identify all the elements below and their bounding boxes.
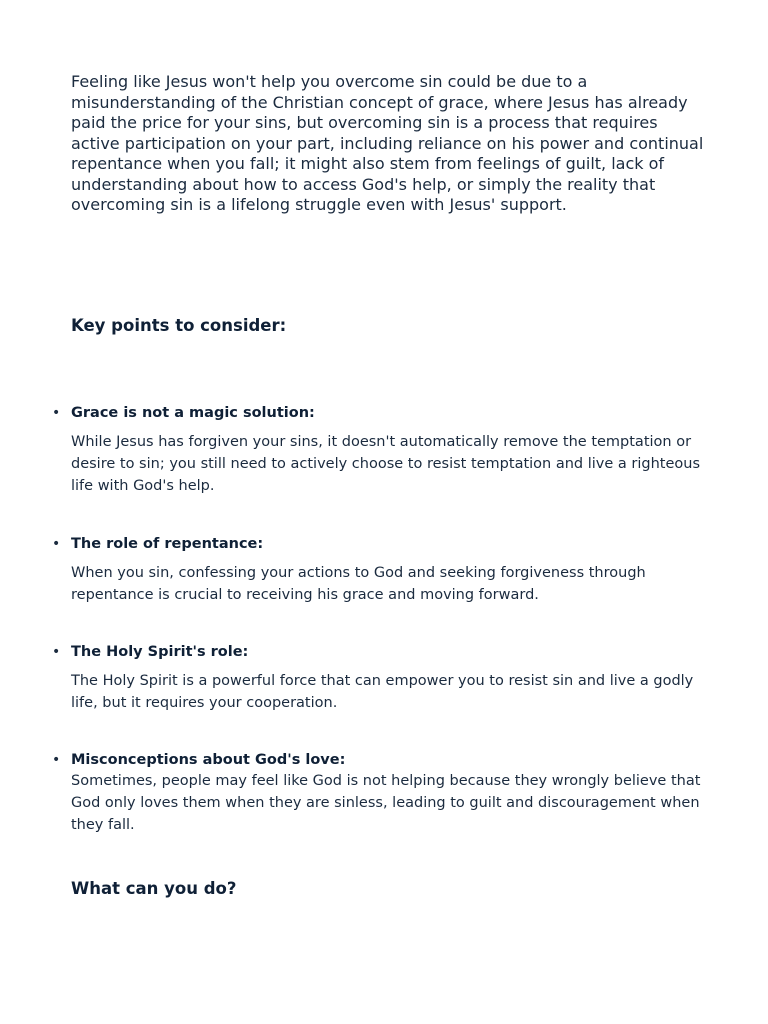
list-item: [52, 642, 703, 714]
point-title: Misconceptions about God's love:: [71, 752, 346, 768]
point-text: Sometimes, people may feel like God is not helping because they wrongly believe that God only loves them when they are sinless, leading to guilt and discouragement when they fall.: [71, 773, 701, 833]
point-text: The Holy Spirit is a powerful force that can empower you to resist sin and live a godly life, but it requires your cooperation.: [71, 673, 694, 711]
what-can-you-do-heading: What can you do?: [71, 879, 237, 898]
point-title: The role of repentance:: [71, 536, 264, 552]
bullet-icon: •: [52, 536, 61, 552]
bullet-icon: •: [52, 644, 61, 660]
key-points-heading: Key points to consider:: [71, 316, 287, 335]
intro-paragraph: Feeling like Jesus won't help you overcome sin could be due to a misunderstanding of the Christian concept of grace, where Jesus has already paid the price for your sins, but overcoming sin is a process that requires active participation on your part, including reliance on his power and continual repentance when you fall; it might also stem from feelings of guilt, lack of understanding about how to access God's help, or simply the reality that overcoming sin is a lifelong struggle even with Jesus' support.: [71, 72, 704, 214]
point-title: The Holy Spirit's role:: [71, 644, 249, 660]
list-item: [52, 403, 703, 497]
bullet-icon: •: [52, 752, 61, 768]
list-item: [52, 534, 703, 606]
bullet-icon: •: [52, 405, 61, 421]
list-item: [52, 750, 703, 836]
point-text: When you sin, confessing your actions to God and seeking forgiveness through repentance is crucial to receiving his grace and moving forward.: [71, 565, 646, 603]
point-title: Grace is not a magic solution:: [71, 405, 315, 421]
point-text: While Jesus has forgiven your sins, it doesn't automatically remove the temptation or desire to sin; you still need to actively choose to resist temptation and live a righteous life with God's help.: [71, 434, 701, 494]
